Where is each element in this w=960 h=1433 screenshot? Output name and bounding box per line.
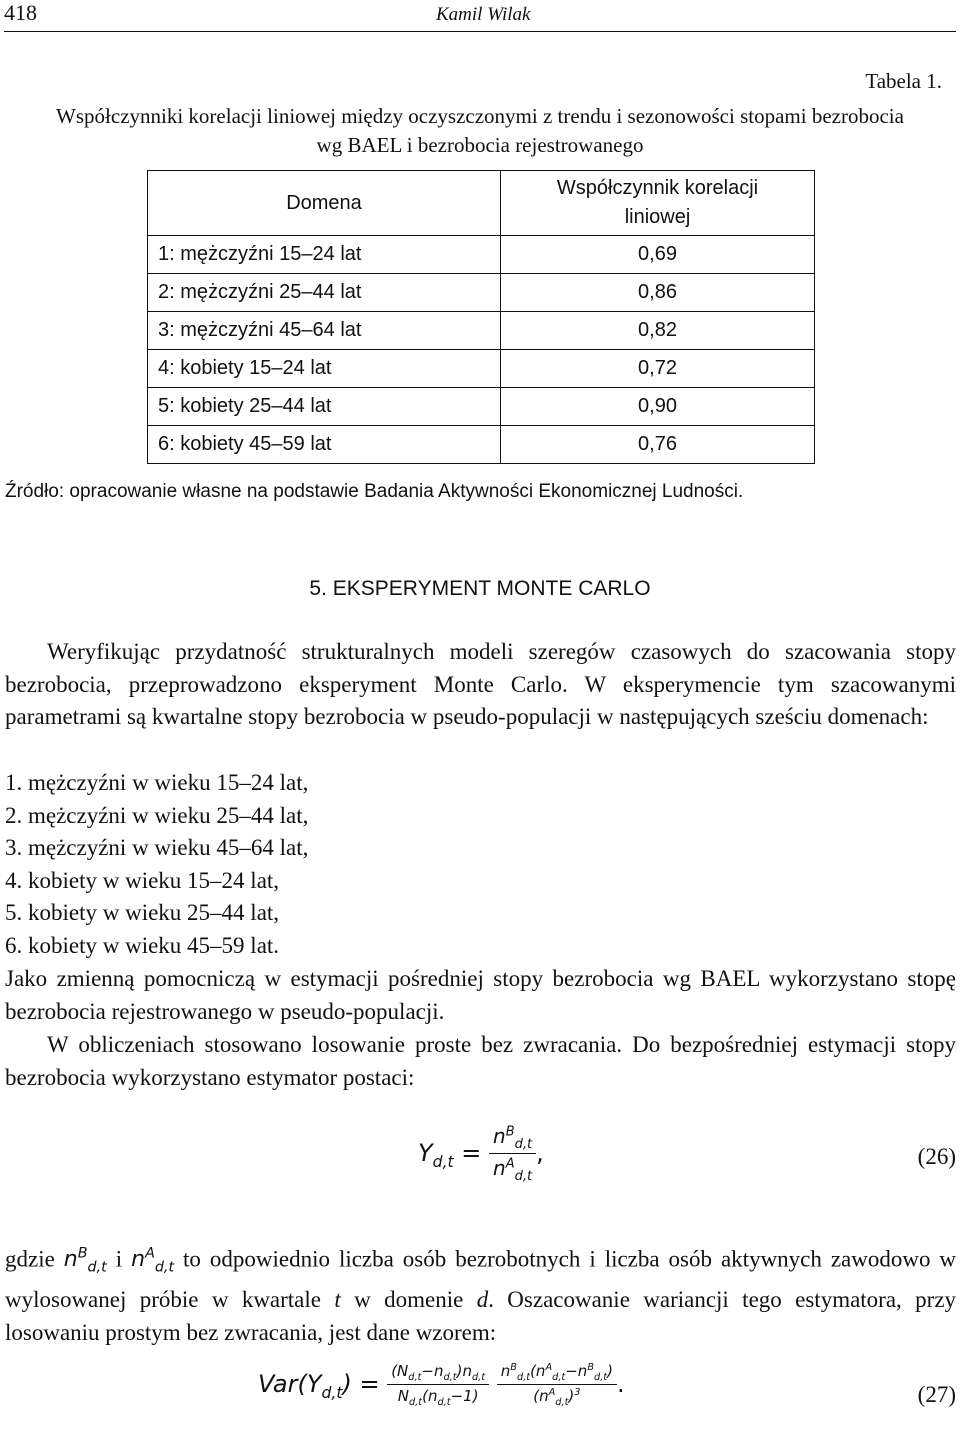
column-header-coefficient: Współczynnik korelacji liniowej (501, 171, 815, 236)
list-item: 5. kobiety w wieku 25–44 lat, (5, 900, 280, 925)
symbol-n-a: $n^A_{d,t}$ (131, 1246, 175, 1276)
cell-domain: 4: kobiety 15–24 lat (148, 350, 501, 388)
list-item: 2. mężczyźni w wieku 25–44 lat, (5, 802, 309, 828)
cell-value: 0,86 (501, 274, 815, 312)
correlation-table (147, 170, 815, 464)
table-row (148, 236, 815, 274)
page-number: 418 (4, 0, 37, 25)
paragraph-4: gdzie $n^B_{d,t}$ i $n^A_{d,t}$ to odpowiednio liczba osób bezrobotnych i liczba osób aktywnych zawodowo w wylosowanej próbie w kwartale t w domenie d. Oszacowanie wariancji tego estymatora, przy losowaniu prostym bez zwracania, jest dane wzorem: (5, 1246, 957, 1345)
cell-domain: 5: kobiety 25–44 lat (148, 388, 501, 426)
cell-domain: 1: mężczyźni 15–24 lat (148, 236, 501, 274)
paragraph-2: Jako zmienną pomocniczą w estymacji pośredniej stopy bezrobocia wg BAEL wykorzystano stopę bezrobocia rejestrowanego w pseudo-populacji. (5, 966, 956, 1024)
table-caption (0, 102, 960, 160)
equation-27-number: (27) (917, 1382, 956, 1407)
cell-value: 0,76 (501, 426, 815, 464)
cell-value: 0,82 (501, 312, 815, 350)
cell-value: 0,69 (501, 236, 815, 274)
table-row (148, 426, 815, 464)
table-row (148, 388, 815, 426)
list-item: 4. kobiety w wieku 15–24 lat, (5, 867, 280, 893)
table-row (148, 312, 815, 350)
equation-27: $Var(Y_{d,t})$ = $\frac{(N_{d,t}-n_{d,t})n_{d,t}}{N_{d,t}(n_{d,t}-1)}$ $\frac{n^B_{d,t}(n^A_{d,t}-n^B_{d,t})}{(n^A_{d,t})^3}$ . (258, 1362, 625, 1408)
table-header-row (148, 171, 815, 236)
list-item: 1. mężczyźni w wieku 15–24 lat, (5, 770, 309, 795)
list-item: 3. mężczyźni w wieku 45–64 lat, (5, 835, 309, 860)
column-header-domain: Domena (148, 171, 501, 236)
symbol-n-b: $n^B_{d,t}$ (63, 1246, 107, 1276)
paragraph-3: W obliczeniach stosowano losowanie proste bez zwracania. Do bezpośredniej estymacji stopy bezrobocia wykorzystano estymator postaci: (5, 1032, 956, 1090)
paragraph-1: Weryfikując przydatność strukturalnych modeli szeregów czasowych do szacowania stopy bezrobocia, przeprowadzono eksperyment Monte Carlo. W eksperymencie tym szacowanymi parametrami są kwartalne stopy bezrobocia w pseudo-populacji w następujących sześciu domenach: (5, 639, 956, 729)
header-rule (4, 31, 956, 32)
section-title: 5. EKSPERYMENT MONTE CARLO (309, 577, 651, 600)
running-author: Kamil Wilak (436, 4, 531, 25)
table-caption-line1: Współczynniki korelacji liniowej między oczyszczonymi z trendu i sezonowości stopami bezrobocia (56, 104, 904, 128)
table-row (148, 350, 815, 388)
list-item: 6. kobiety w wieku 45–59 lat. (5, 932, 280, 958)
cell-domain: 2: mężczyźni 25–44 lat (148, 274, 501, 312)
table-label: Tabela 1. (865, 69, 942, 93)
running-header (4, 0, 956, 30)
cell-domain: 3: mężczyźni 45–64 lat (148, 312, 501, 350)
equation-26-number: (26) (917, 1144, 956, 1169)
cell-domain: 6: kobiety 45–59 lat (148, 426, 501, 464)
table-source: Źródło: opracowanie własne na podstawie Badania Aktywności Ekonomicznej Ludności. (5, 481, 744, 502)
domain-list (5, 767, 956, 962)
cell-value: 0,90 (501, 388, 815, 426)
table-row (148, 274, 815, 312)
table-caption-line2: wg BAEL i bezrobocia rejestrowanego (316, 133, 644, 157)
equation-26: $Y_{d,t}$ = $\frac{n^B_{d,t}}{n^A_{d,t}}$ , (418, 1124, 544, 1184)
cell-value: 0,72 (501, 350, 815, 388)
